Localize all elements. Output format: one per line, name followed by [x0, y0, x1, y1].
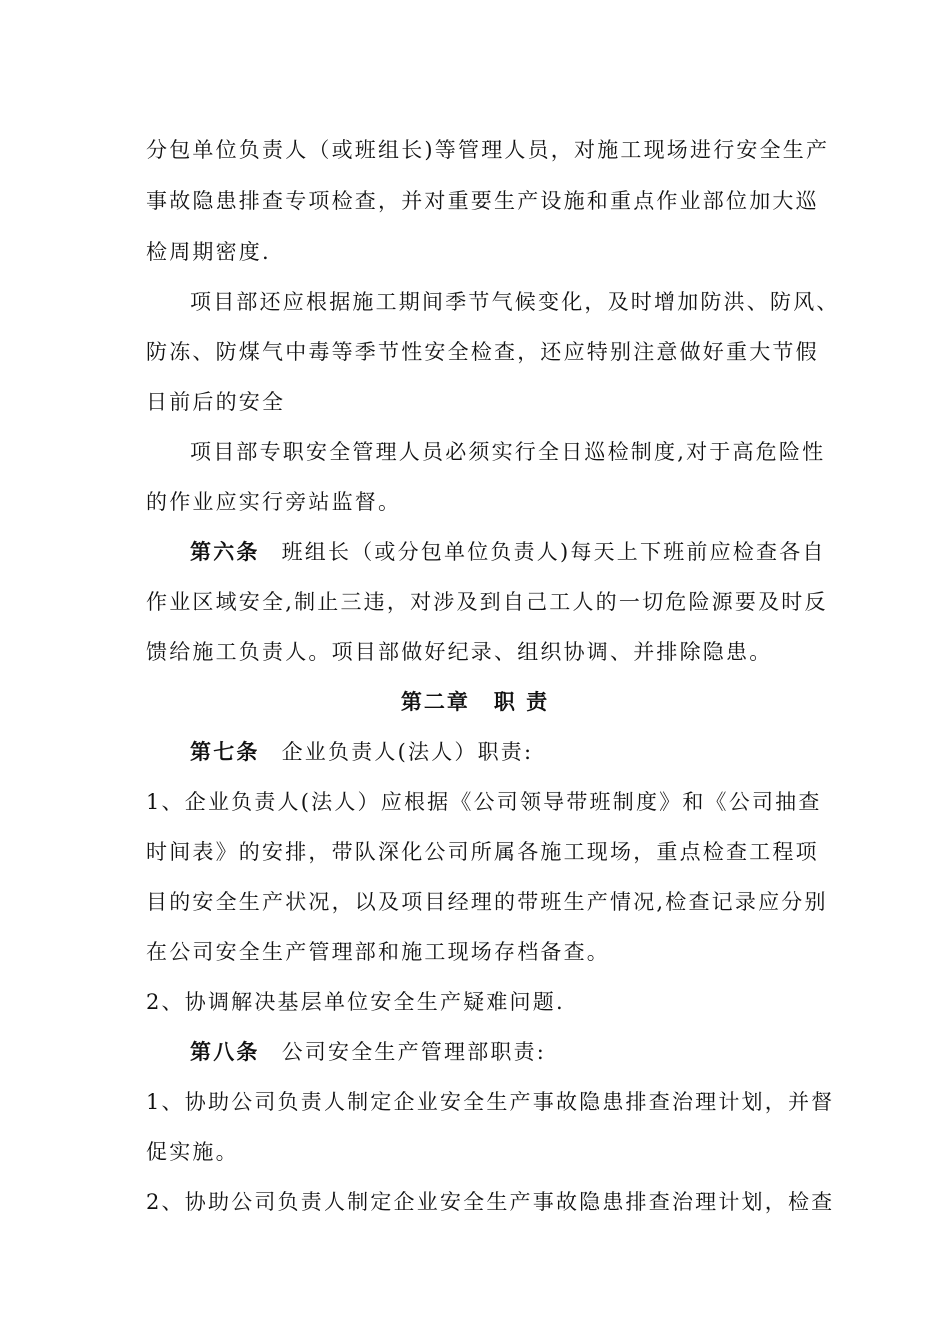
article-7-item-line-4: 在公司安全生产管理部和施工现场存档备查。	[146, 940, 610, 964]
article-6-label: 第六条	[190, 539, 260, 564]
article-8-item-line-2: 促实施。	[146, 1140, 239, 1164]
paragraph-2-line-1: 项目部还应根据施工期间季节气候变化，及时增加防洪、防风、	[190, 290, 840, 314]
paragraph-1-line-3: 检周期密度.	[146, 240, 271, 264]
article-7-line-1	[190, 738, 860, 766]
article-6-line-2: 作业区域安全,制止三违，对涉及到自己工人的一切危险源要及时反	[146, 590, 828, 614]
article-6-line-3: 馈给施工负责人。项目部做好纪录、组织协调、并排除隐患。	[146, 640, 773, 664]
article-6-text: 班组长（或分包单位负责人)每天上下班前应检查各自	[281, 540, 826, 564]
paragraph-2-line-2: 防冻、防煤气中毒等季节性安全检查，还应特别注意做好重大节假	[146, 340, 819, 364]
article-8-label: 第八条	[190, 1039, 260, 1064]
article-7-item-line-5: 2、协调解决基层单位安全生产疑难问题.	[146, 990, 565, 1014]
paragraph-2-line-3: 日前后的安全	[146, 390, 286, 414]
paragraph-3-line-1: 项目部专职安全管理人员必须实行全日巡检制度,对于高危险性	[190, 440, 826, 464]
article-8-text: 公司安全生产管理部职责:	[281, 1040, 547, 1064]
paragraph-1-line-1: 分包单位负责人（或班组长)等管理人员，对施工现场进行安全生产	[146, 138, 830, 162]
article-8-line-1	[190, 1038, 860, 1066]
chapter-number: 第二章	[400, 689, 470, 714]
article-7-text: 企业负责人(法人）职责:	[281, 740, 534, 764]
chapter-heading	[0, 688, 950, 716]
article-7-label: 第七条	[190, 739, 260, 764]
chapter-title: 职 责	[493, 689, 550, 714]
article-8-item-line-3: 2、协助公司负责人制定企业安全生产事故隐患排查治理计划，检查	[146, 1190, 835, 1214]
article-7-item-line-2: 时间表》的安排，带队深化公司所属各施工现场，重点检查工程项	[146, 840, 819, 864]
paragraph-1-line-2: 事故隐患排查专项检查，并对重要生产设施和重点作业部位加大巡	[146, 189, 819, 213]
article-7-item-line-3: 目的安全生产状况，以及项目经理的带班生产情况,检查记录应分别	[146, 890, 828, 914]
article-7-item-line-1: 1、企业负责人(法人）应根据《公司领导带班制度》和《公司抽查	[146, 790, 822, 814]
article-8-item-line-1: 1、协助公司负责人制定企业安全生产事故隐患排查治理计划，并督	[146, 1090, 835, 1114]
article-6-line-1	[190, 538, 860, 566]
paragraph-3-line-2: 的作业应实行旁站监督。	[146, 490, 402, 514]
